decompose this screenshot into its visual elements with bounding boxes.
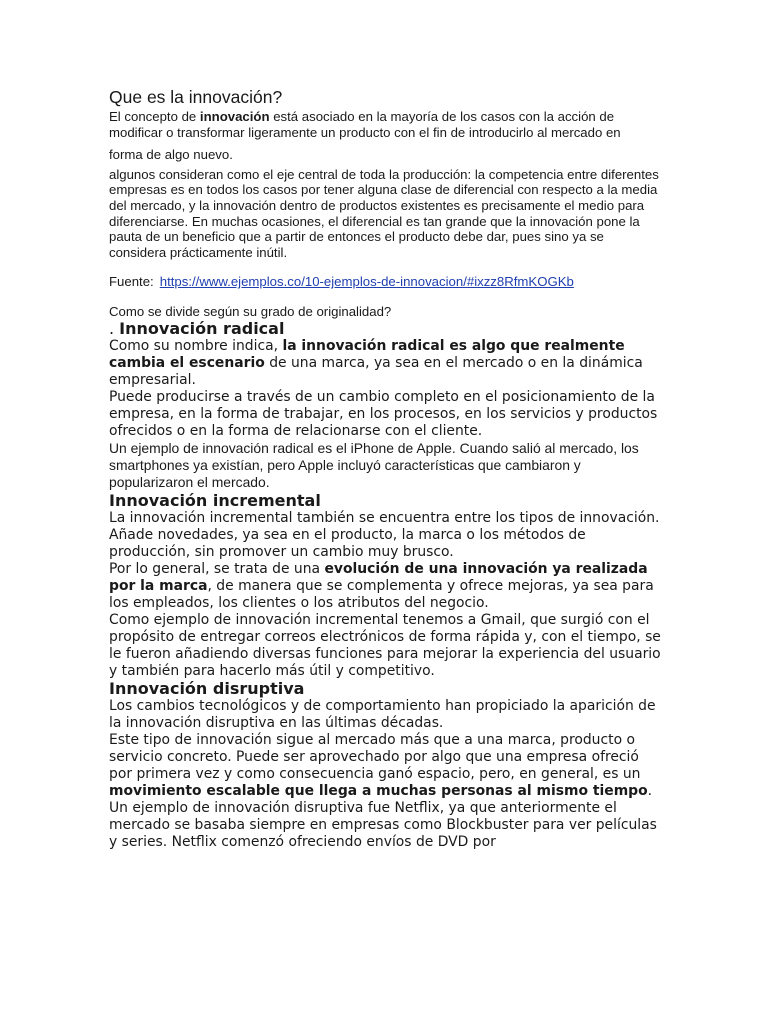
radical-paragraph-2: Puede producirse a través de un cambio completo en el posicionamiento de la empresa, en la forma de trabajar, en los procesos, en los servicios y productos ofrecidos o en la forma de relacionarse con el cliente. bbox=[109, 388, 658, 439]
source-link[interactable]: https://www.ejemplos.co/10-ejemplos-de-innovacion/#ixzz8RfmKOGKb bbox=[159, 274, 574, 290]
incremental-paragraph-2 bbox=[109, 561, 664, 612]
incremental-paragraph-3: Como ejemplo de innovación incremental tenemos a Gmail, que surgió con el propósito de entregar correos electrónicos de forma rápida y, con el tiempo, se le fueron añadiendo diversas funciones para mejorar la experiencia del usuario y también para hacerlo más útil y competitivo. bbox=[109, 611, 661, 679]
incremental-p2-end: , de manera que se complementa y ofrece mejoras, ya sea para los empleados, los clientes o los atributos del negocio. bbox=[109, 577, 654, 611]
source-label: Fuente: bbox=[109, 274, 154, 290]
disruptiva-paragraph-3: Un ejemplo de innovación disruptiva fue Netflix, ya que anteriormente el mercado se basaba siempre en empresas como Blockbuster para ver películas y series. Netflix comenzó ofreciendo envíos de DVD por bbox=[109, 799, 657, 850]
incremental-p2-start: Por lo general, se trata de una bbox=[109, 560, 325, 577]
intro-text-line1: está asociado en la mayoría de los casos con la acción de bbox=[269, 109, 615, 124]
radical-p1-end: de una marca, ya sea en el mercado o en la dinámica empresarial. bbox=[109, 354, 643, 388]
radical-paragraph-3: Un ejemplo de innovación radical es el iPhone de Apple. Cuando salió al mercado, los smartphones ya existían, pero Apple incluyó características que cambiaron y popularizaron el mercado. bbox=[109, 439, 639, 490]
incremental-p2-bold: evolución de una innovación ya realizada por la marca bbox=[109, 560, 648, 594]
radical-prefix: . bbox=[109, 318, 120, 338]
intro-text-line3: forma de algo nuevo. bbox=[109, 147, 233, 163]
radical-p1-start: Como su nombre indica, bbox=[109, 337, 283, 354]
disruptiva-heading: Innovación disruptiva bbox=[109, 678, 305, 698]
radical-heading-text: Innovación radical bbox=[119, 318, 285, 338]
intro-bold-term: innovación bbox=[199, 109, 270, 124]
document-page bbox=[109, 86, 664, 851]
disruptiva-p2-end: . bbox=[647, 782, 653, 799]
page-title: Que es la innovación? bbox=[109, 87, 283, 107]
disruptiva-p2-bold: movimiento escalable que llega a muchas personas al mismo tiempo bbox=[109, 782, 648, 799]
incremental-paragraph-1: La innovación incremental también se encuentra entre los tipos de innovación. Añade novedades, ya sea en el producto, la marca o los métodos de producción, sin promover un cambio muy brusco. bbox=[109, 509, 660, 560]
intro-paragraph bbox=[109, 109, 664, 140]
radical-heading bbox=[109, 320, 664, 338]
competition-paragraph: algunos consideran como el eje central de toda la producción: la competencia entre diferentes empresas es en todos los casos por tener alguna clase de diferencial con respecto a la media del mercado, y la innovación dentro de productos existentes es precisamente el medio para diferenciarse. En muchas ocasiones, el diferencial es tan grande que la innovación pone la pauta de un beneficio que a partir de entonces el producto debe dar, pues sino ya se considera prácticamente inútil. bbox=[109, 166, 659, 260]
radical-p1-bold: la innovación radical es algo que realmente cambia el escenario bbox=[109, 337, 625, 371]
intro-text-start: El concepto de bbox=[109, 109, 200, 124]
radical-paragraph-1 bbox=[109, 338, 664, 389]
intro-text-line2: modificar o transformar ligeramente un producto con el fin de introducirlo al mercado en bbox=[109, 124, 621, 140]
disruptiva-p2-start: Este tipo de innovación sigue al mercado más que a una marca, producto o servicio concreto. Puede ser aprovechado por algo que una empresa ofreció por primera vez y como consecuencia ganó espacio, pero, en general, es un bbox=[109, 731, 641, 782]
disruptiva-paragraph-1: Los cambios tecnológicos y de comportamiento han propiciado la aparición de la innovación disruptiva en las últimas décadas. bbox=[109, 697, 656, 731]
source-line bbox=[109, 274, 664, 290]
originality-question: Como se divide según su grado de originalidad? bbox=[109, 303, 392, 319]
incremental-heading: Innovación incremental bbox=[109, 490, 321, 510]
disruptiva-paragraph-2 bbox=[109, 732, 664, 800]
